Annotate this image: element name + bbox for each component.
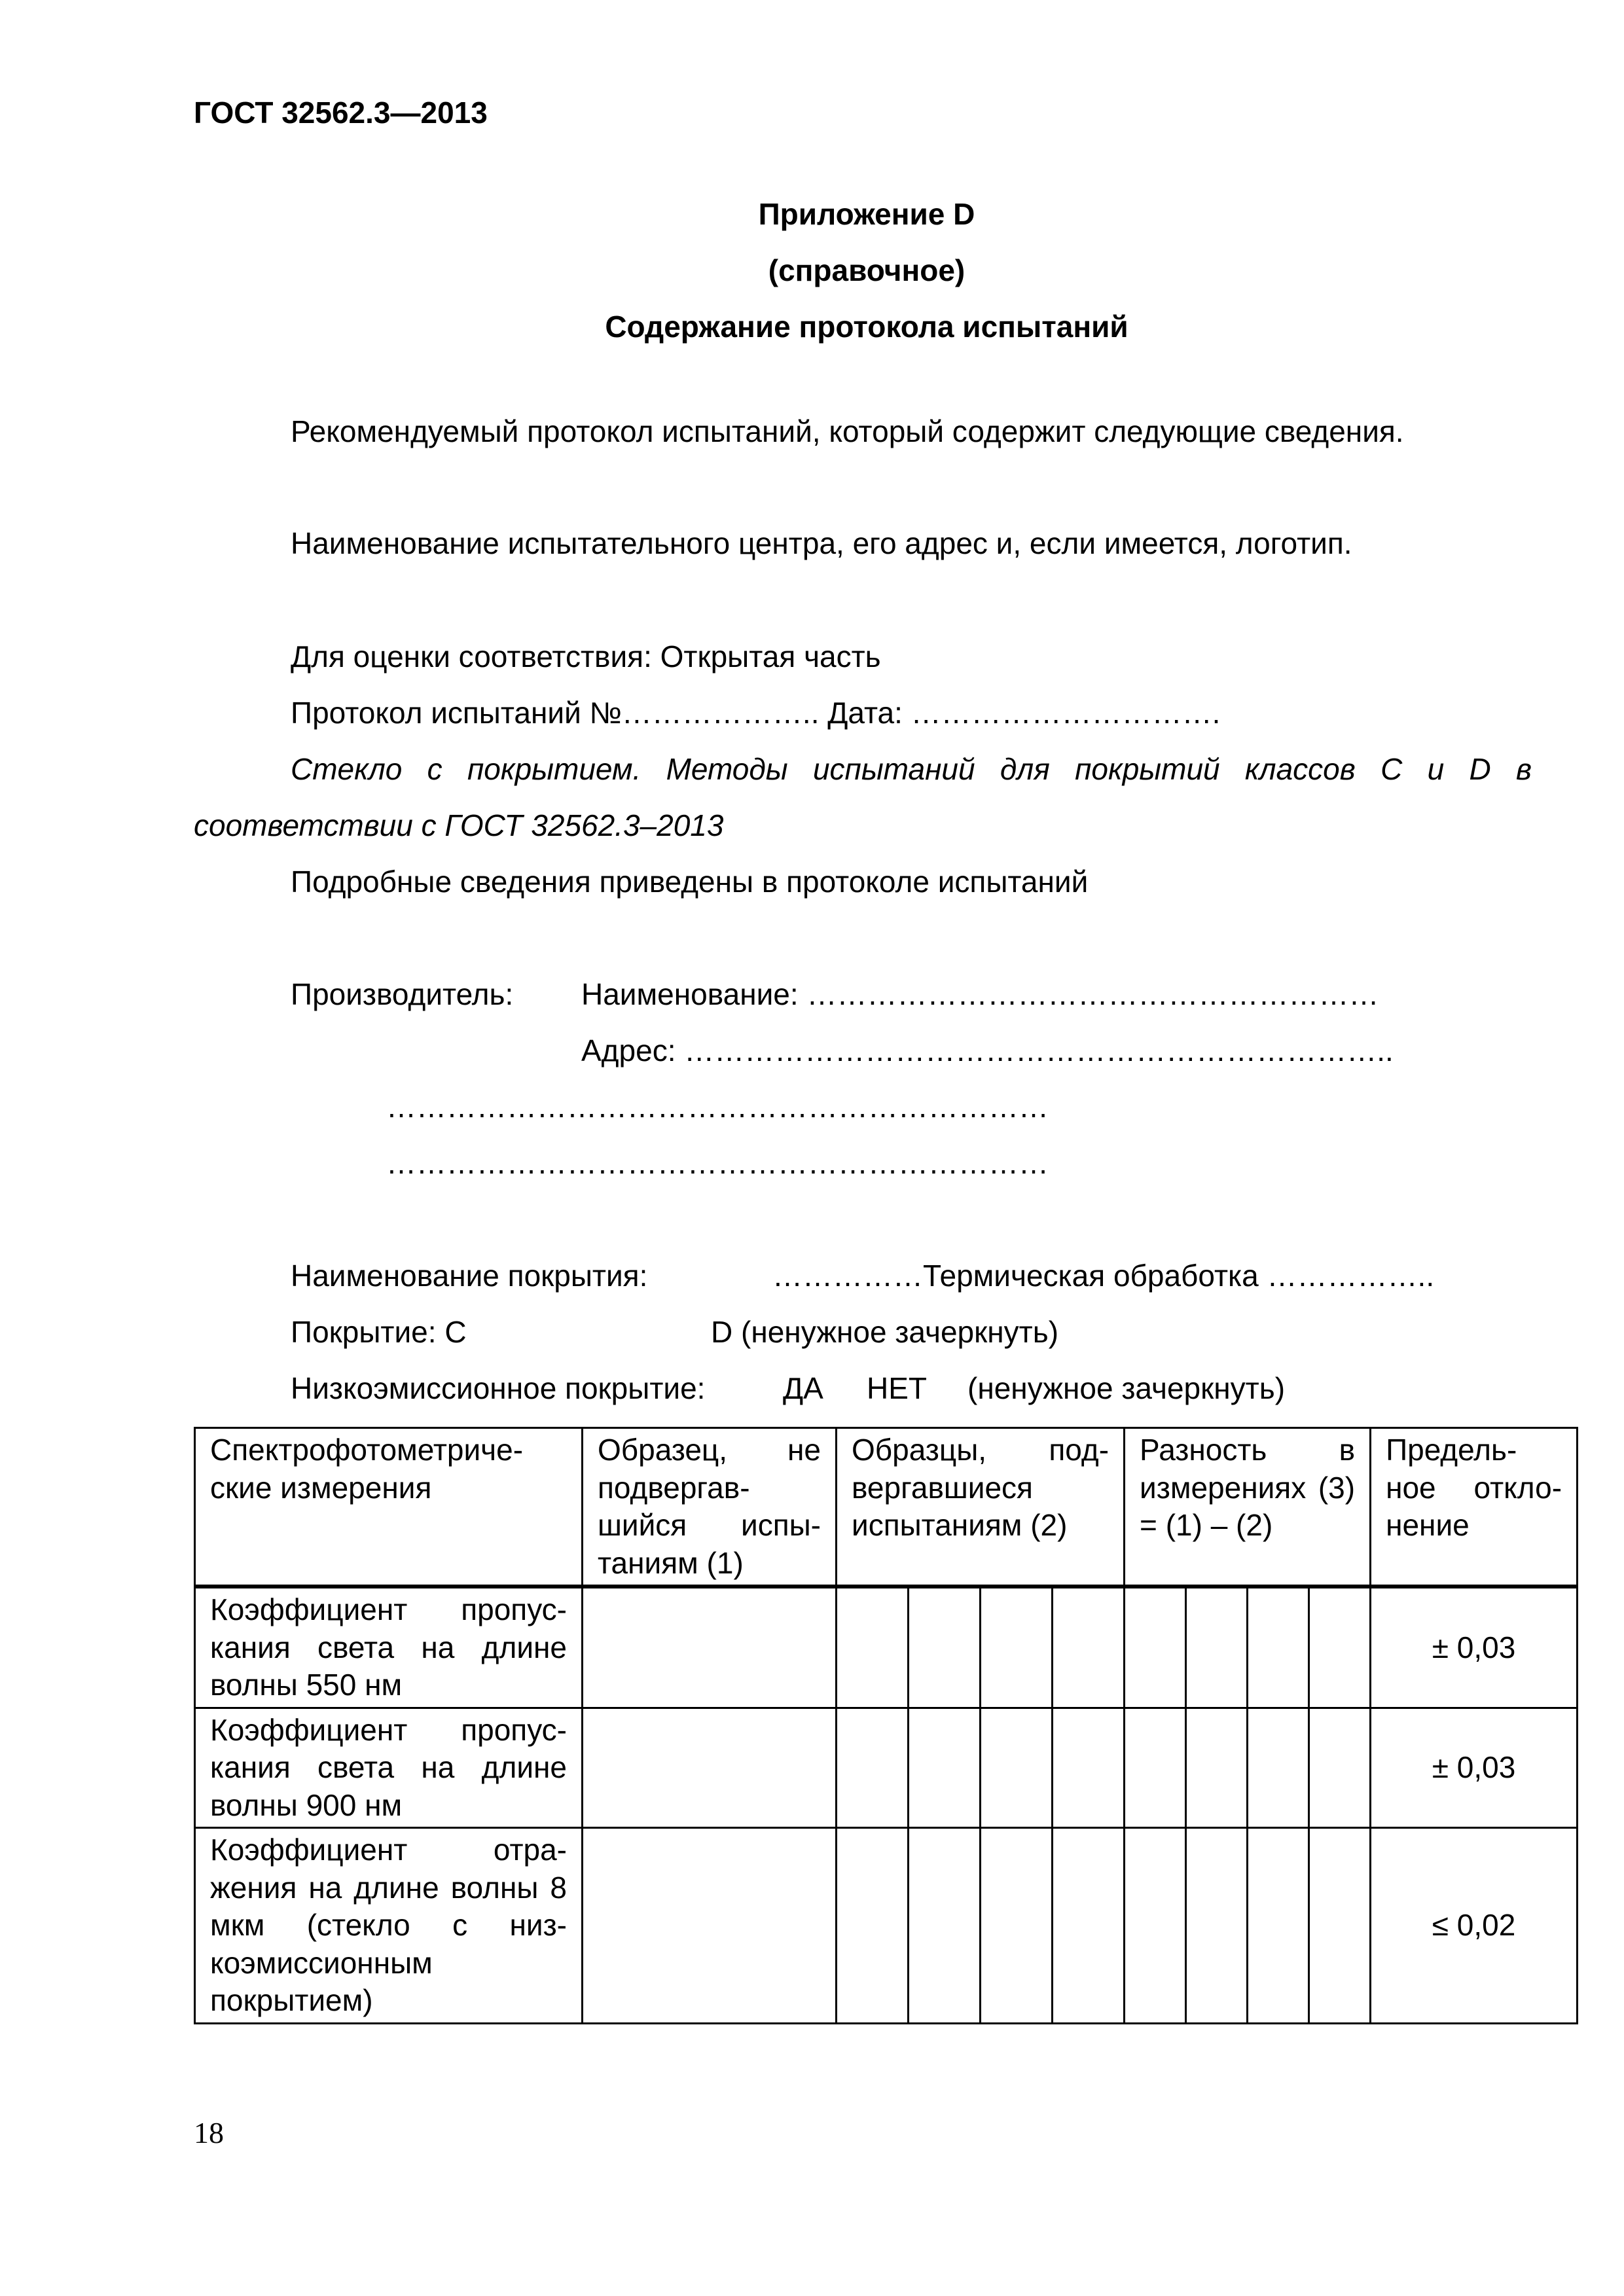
row-measure: Коэффициент пропус-кания света на длине волны 550 нм <box>195 1587 583 1708</box>
cell-tested-3[interactable] <box>981 1828 1053 2024</box>
cell-diff-3[interactable] <box>1248 1828 1309 2024</box>
paragraph-title-line2: соответствии с ГОСТ 32562.3–2013 <box>194 808 724 842</box>
cell-untested[interactable] <box>583 1587 837 1708</box>
table-row <box>195 1828 1578 2024</box>
cell-tested-4[interactable] <box>1053 1828 1125 2024</box>
appendix-subtitle: (справочное) <box>768 253 965 287</box>
lowe-label: Низкоэмиссионное покрытие: <box>291 1371 706 1405</box>
cell-diff-3[interactable] <box>1248 1708 1309 1828</box>
cell-tested-1[interactable] <box>837 1587 909 1708</box>
row-tolerance: ≤ 0,02 <box>1371 1828 1578 2024</box>
cell-tested-4[interactable] <box>1053 1587 1125 1708</box>
coating-class-d: D (ненужное зачеркнуть) <box>711 1315 1059 1349</box>
coating-heat-treatment: ……………Термическая обработка …………….. <box>772 1259 1435 1293</box>
paragraph-title-line1: Стекло с покрытием. Методы испытаний для покрытий классов С и D в <box>291 752 1532 786</box>
cell-diff-4[interactable] <box>1309 1828 1371 2024</box>
cell-diff-4[interactable] <box>1309 1587 1371 1708</box>
address-dots-line1: ………………………………………………………… <box>386 1090 1049 1124</box>
page-number: 18 <box>194 2116 224 2149</box>
cell-tested-1[interactable] <box>837 1708 909 1828</box>
address-dots-line2: ………………………………………………………… <box>386 1146 1049 1180</box>
document-code: ГОСТ 32562.3—2013 <box>194 96 488 130</box>
paragraph-protocol-number: Протокол испытаний №……………….. Дата: …………………………. <box>291 696 1221 730</box>
appendix-title: Приложение D <box>758 197 975 231</box>
cell-tested-3[interactable] <box>981 1708 1053 1828</box>
cell-diff-4[interactable] <box>1309 1708 1371 1828</box>
manufacturer-label: Производитель: <box>291 977 514 1011</box>
paragraph-recommended: Рекомендуемый протокол испытаний, который содержит следующие сведения. <box>291 414 1404 448</box>
cell-untested[interactable] <box>583 1708 837 1828</box>
cell-tested-1[interactable] <box>837 1828 909 2024</box>
header-max-deviation: Предель-ное откло-нение <box>1371 1428 1578 1587</box>
cell-diff-1[interactable] <box>1125 1828 1186 2024</box>
row-measure: Коэффициент отра-жения на длине волны 8 мкм (стекло с низ-коэмиссионным покрытием) <box>195 1828 583 2024</box>
table-row <box>195 1708 1578 1828</box>
cell-diff-3[interactable] <box>1248 1587 1309 1708</box>
header-tested-samples: Образцы, под-вергавшиеся испытаниям (2) <box>837 1428 1125 1587</box>
lowe-yes: ДА <box>783 1371 823 1405</box>
coating-class-c: Покрытие: С <box>291 1315 467 1349</box>
cell-diff-1[interactable] <box>1125 1587 1186 1708</box>
table-row <box>195 1587 1578 1708</box>
table-header-row <box>195 1428 1578 1587</box>
appendix-heading: Содержание протокола испытаний <box>605 310 1128 344</box>
lowe-note: (ненужное зачеркнуть) <box>967 1371 1286 1405</box>
coating-name-label: Наименование покрытия: <box>291 1259 648 1293</box>
manufacturer-name-field: Наименование: ………………………………………………… <box>581 977 1379 1011</box>
cell-untested[interactable] <box>583 1828 837 2024</box>
cell-tested-2[interactable] <box>909 1587 981 1708</box>
cell-diff-2[interactable] <box>1186 1828 1248 2024</box>
cell-tested-3[interactable] <box>981 1587 1053 1708</box>
paragraph-test-center: Наименование испытательного центра, его адрес и, если имеется, логотип. <box>291 526 1352 560</box>
lowe-no: НЕТ <box>867 1371 927 1405</box>
row-measure: Коэффициент пропус-кания света на длине волны 900 нм <box>195 1708 583 1828</box>
header-measurements: Спектрофотометриче-ские измерения <box>195 1428 583 1587</box>
cell-tested-2[interactable] <box>909 1828 981 2024</box>
paragraph-conformity: Для оценки соответствия: Открытая часть <box>291 639 881 673</box>
manufacturer-address-field: Адрес: …………………………………………………………….. <box>581 1033 1394 1067</box>
cell-tested-2[interactable] <box>909 1708 981 1828</box>
paragraph-details: Подробные сведения приведены в протоколе испытаний <box>291 865 1089 899</box>
header-untested-sample: Образец, не подвергав-шийся испы-таниям (1) <box>583 1428 837 1587</box>
cell-diff-2[interactable] <box>1186 1708 1248 1828</box>
header-difference: Разность в измерениях (3) = (1) – (2) <box>1125 1428 1371 1587</box>
cell-diff-1[interactable] <box>1125 1708 1186 1828</box>
cell-diff-2[interactable] <box>1186 1587 1248 1708</box>
row-tolerance: ± 0,03 <box>1371 1587 1578 1708</box>
measurements-table <box>194 1427 1578 2024</box>
row-tolerance: ± 0,03 <box>1371 1708 1578 1828</box>
cell-tested-4[interactable] <box>1053 1708 1125 1828</box>
